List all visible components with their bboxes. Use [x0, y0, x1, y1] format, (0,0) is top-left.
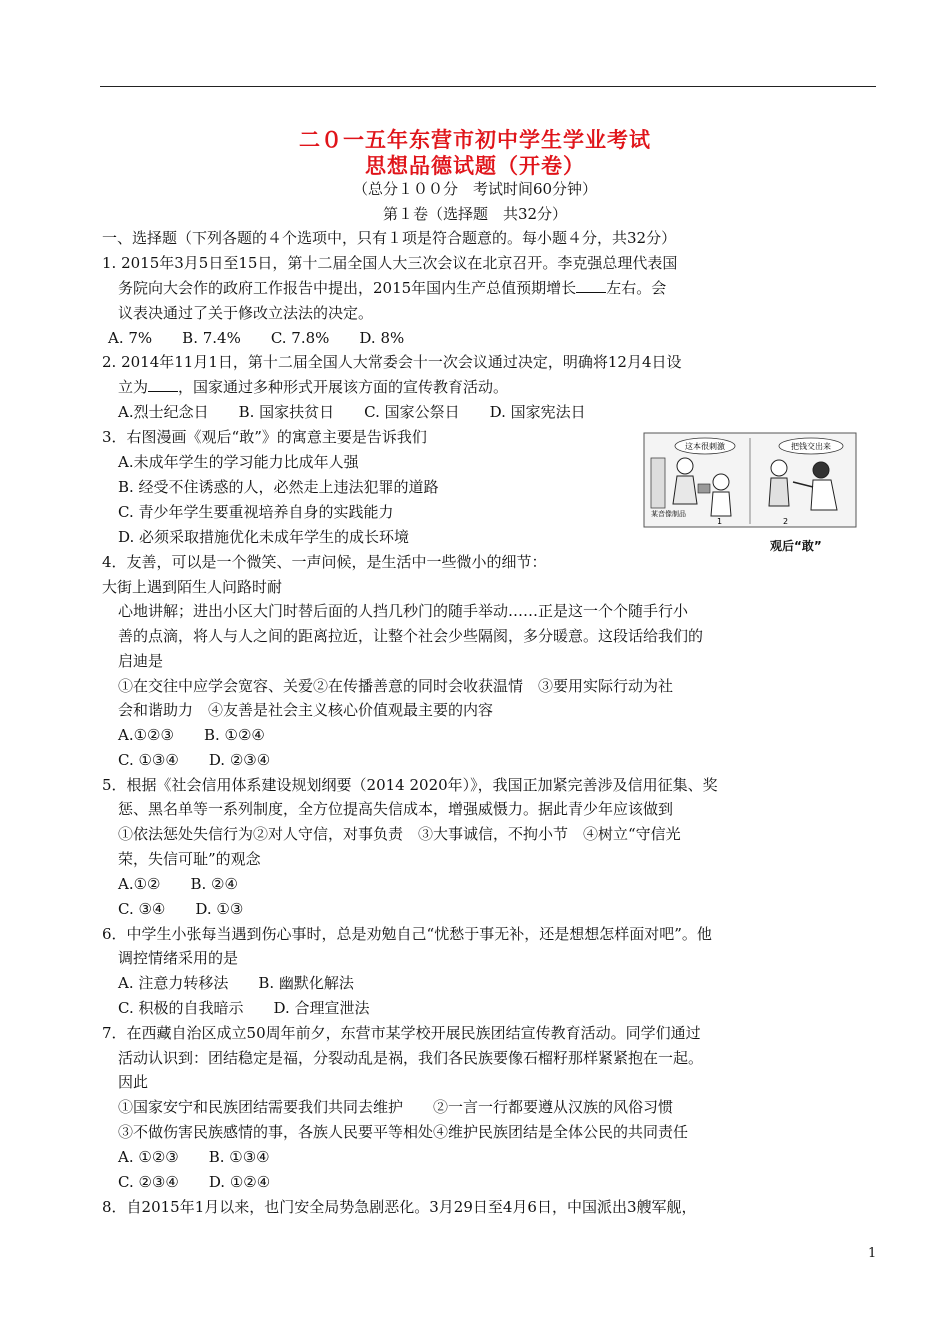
victim-head	[771, 460, 787, 476]
q7-line3: 因此	[118, 1073, 149, 1091]
product-label: 某音像制品	[651, 510, 686, 518]
q5-line1: 5．根据《社会信用体系建设规划纲要（2014 2020年）》，我国正加紧完善涉及信用征集、奖	[102, 776, 718, 794]
header-rule	[100, 86, 876, 87]
answer-blank	[148, 377, 178, 392]
clerk-body	[673, 476, 697, 504]
boy1-head	[713, 474, 729, 490]
q7-line5: ③不做伤害民族感情的事，各族人民要平等相处④维护民族团结是全体公民的共同责任	[118, 1123, 689, 1141]
answer-blank	[576, 278, 606, 293]
q4-line6: ①在交往中应学会宽容、关爱②在传播善意的同时会收获温情 ③要用实际行动为社	[118, 677, 674, 695]
score-info: （总分１００分 考试时间60分钟）	[352, 180, 598, 198]
volume-heading: 第１卷（选择题 共32分）	[382, 205, 568, 223]
q2-options: A.烈士纪念日 B. 国家扶贫日 C. 国家公祭日 D. 国家宪法日	[118, 403, 586, 421]
q3-option-b: B. 经受不住诱惑的人，必然走上违法犯罪的道路	[118, 478, 439, 496]
q2-line1: 2. 2014年11月1日，第十二届全国人大常委会十一次会议通过决定，明确将12月4日设	[102, 353, 682, 371]
q4-line5: 启迪是	[118, 652, 164, 670]
q3-option-c: C. 青少年学生要重视培养自身的实践能力	[118, 503, 394, 521]
victim-body	[769, 478, 789, 506]
q1-line2: 务院向大会作的政府工作报告中提出，2015年国内生产总值预期增长 左右。会	[118, 279, 667, 297]
q6-options-1: A. 注意力转移法 B. 幽默化解法	[118, 974, 354, 992]
section-heading: 一、选择题（下列各题的４个选项中，只有１项是符合题意的。每小题４分，共32分）	[102, 229, 677, 247]
cartoon-caption: 观后“敢”	[770, 539, 822, 553]
page-number: 1	[868, 1246, 877, 1261]
q4-line2: 大街上遇到陌生人问路时耐	[102, 578, 283, 596]
q3-option-a: A.未成年学生的学习能力比成年人强	[118, 453, 359, 471]
exam-subtitle: 思想品德试题（开卷）	[365, 154, 585, 178]
video-product	[698, 484, 710, 493]
robber-head	[813, 462, 829, 478]
q4-line1: 4．友善，可以是一个微笑、一声问候，是生活中一些微小的细节：	[102, 553, 547, 571]
exam-title: 二０一五年东营市初中学生学业考试	[299, 128, 651, 152]
q4-line3: 心地讲解；进出小区大门时替后面的人挡几秒门的随手举动……正是这一个个随手行小	[118, 602, 689, 620]
q7-options-2: C. ②③④ D. ①②④	[118, 1173, 271, 1191]
q4-line7: 会和谐助力 ④友善是社会主义核心价值观最主要的内容	[118, 701, 494, 719]
panel-number-1: 1	[717, 517, 723, 526]
cartoon-illustration	[643, 432, 857, 554]
bubble2-text: 把钱交出来	[791, 442, 831, 451]
q7-line2: 活动认识到：团结稳定是福，分裂动乱是祸，我们各民族要像石榴籽那样紧紧抱在一起。	[118, 1049, 704, 1067]
q6-line1: 6．中学生小张每当遇到伤心事时，总是劝勉自己“忧愁于事无补，还是想想怎样面对吧”。他	[102, 925, 712, 943]
q7-line1: 7．在西藏自治区成立50周年前夕，东营市某学校开展民族团结宣传教育活动。同学们通过	[102, 1024, 701, 1042]
q4-options-1: A.①②③ B. ①②④	[118, 726, 265, 744]
q5-line2: 惩、黑名单等一系列制度，全方位提高失信成本，增强威慑力。据此青少年应该做到	[118, 800, 674, 818]
q5-options-2: C. ③④ D. ①③	[118, 900, 244, 918]
shop-shelf	[651, 458, 665, 508]
clerk-head	[677, 458, 693, 474]
q1-options: A. 7% B. 7.4% C. 7.8% D. 8%	[108, 329, 405, 347]
q3-line1: 3．右图漫画《观后“敢”》的寓意主要是告诉我们	[102, 428, 427, 446]
q7-options-1: A. ①②③ B. ①③④	[118, 1148, 270, 1166]
q2-line2: 立为 ，国家通过多种形式开展该方面的宣传教育活动。	[118, 378, 509, 396]
q8-line1: 8．自2015年1月以来，也门安全局势急剧恶化。3月29日至4月6日，中国派出3艘军舰，	[102, 1198, 697, 1216]
q4-options-2: C. ①③④ D. ②③④	[118, 751, 271, 769]
q6-options-2: C. 积极的自我暗示 D. 合理宣泄法	[118, 999, 370, 1017]
q3-option-d: D. 必须采取措施优化未成年学生的成长环境	[118, 528, 410, 546]
q7-line4: ①国家安宁和民族团结需要我们共同去维护 ②一言一行都要遵从汉族的风俗习惯	[118, 1098, 674, 1116]
q6-line2: 调控情绪采用的是	[118, 949, 239, 967]
boy1-body	[711, 492, 731, 516]
q1-line3: 议表决通过了关于修改立法法的决定。	[118, 304, 374, 322]
q4-line4: 善的点滴，将人与人之间的距离拉近，让整个社会少些隔阂，多分暖意。这段话给我们的	[118, 627, 704, 645]
q1-line1: 1. 2015年3月5日至15日，第十二届全国人大三次会议在北京召开。李克强总理代表国	[102, 254, 678, 272]
q5-options-1: A.①② B. ②④	[118, 875, 238, 893]
q5-line3: ①依法惩处失信行为②对人守信，对事负责 ③大事诚信，不拘小节 ④树立“守信光	[118, 825, 681, 843]
q5-line4: 荣，失信可耻”的观念	[118, 850, 261, 868]
bubble1-text: 这本很刺激	[685, 442, 725, 451]
panel-number-2: 2	[783, 517, 789, 526]
